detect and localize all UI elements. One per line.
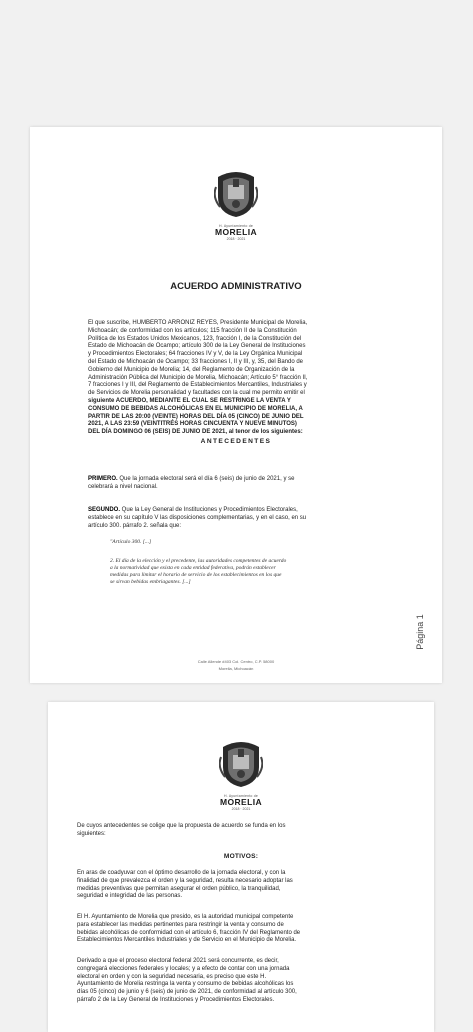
- intro-line: y Procedimientos Electorales; 64 fracciones IV y V, de la Ley Orgánica Municipal: [88, 351, 303, 358]
- primero-text: Que la jornada electoral será el día 6 (seis) de junio de 2021, y se: [117, 476, 295, 482]
- paragraph-line: Derivado a que el proceso electoral federal 2021 será concurrente, es decir,: [77, 958, 279, 964]
- paragraph-line: congregará elecciones federales y locales; y a efecto de contar con una jornada: [77, 965, 290, 972]
- paragraph-line: En aras de coadyuvar con el óptimo desarrollo de la jornada electoral, y con la: [77, 870, 286, 876]
- intro-line: del Estado de Michoacán de Ocampo; 33 fracciones I, II y III, y, 35, del Bando de: [88, 358, 304, 365]
- legal-quote: [110, 558, 392, 586]
- coat-of-arms-icon: [219, 737, 263, 789]
- intro-line: DEL DÍA DOMINGO 06 (SEIS) DE JUNIO DE 2021, al tenor de los siguientes:: [88, 429, 303, 436]
- motivos-heading: MOTIVOS:: [223, 853, 259, 860]
- seal-name: MORELIA: [220, 797, 262, 807]
- quote-line: se sirvan bebidas embriagantes. [...]: [110, 579, 191, 585]
- paragraph-line: De cuyos antecedentes se colige que la propuesta de acuerdo se funda en los: [77, 823, 286, 829]
- municipal-seal: [219, 737, 263, 811]
- paragraph-line: El H. Ayuntamiento de Morelia que presido, es la autoridad municipal competente: [77, 914, 294, 920]
- quote-line: medidas para limitar el horario de servicio de los establecimientos en los que: [110, 572, 282, 578]
- paragraph-line: párrafo 2 de la Ley General de Instituciones y Procedimientos Electorales.: [77, 996, 275, 1003]
- quote-heading: "Artículo 300. [...]: [110, 539, 152, 545]
- segundo-text: establece en su capítulo V las disposiciones complementarias, y en el caso, en su: [88, 514, 307, 521]
- quote-line: 2. El día de la elección y el precedente, las autoridades competentes de acuerdo: [110, 558, 287, 564]
- intro-line: CONSUMO DE BEBIDAS ALCOHÓLICAS EN EL MUNICIPIO DE MORELIA, A: [88, 405, 303, 412]
- antecedentes-heading: ANTECEDENTES: [200, 438, 272, 445]
- motivos-paragraph-2: [77, 914, 393, 945]
- motivos-paragraph-3: [77, 958, 393, 1005]
- primero-label: PRIMERO.: [88, 476, 118, 482]
- intro-line: Administración Pública del Municipio de Morelia, Michoacán; Artículo 5° fracción II,: [88, 374, 308, 381]
- intro-paragraph: [88, 320, 406, 437]
- segundo-paragraph: [88, 507, 406, 530]
- municipal-seal: [214, 167, 258, 241]
- segundo-text: Que la Ley General de Instituciones y Procedimientos Electorales,: [120, 507, 298, 513]
- document-page-2: [48, 702, 434, 1032]
- paragraph-line: días 05 (cinco) de junio y 6 (seis) de junio de 2021, de conformidad al artículo 300,: [77, 989, 297, 996]
- seal-years: 2018 · 2021: [231, 807, 251, 811]
- seal-name: MORELIA: [215, 227, 257, 237]
- segundo-text: artículo 300. párrafo 2. señala que:: [88, 522, 182, 529]
- quote-line: a la normatividad que exista en cada entidad federativa, podrán establecer: [110, 565, 276, 571]
- paragraph-line: medidas preventivas que permitan asegurar el orden público, la tranquilidad,: [77, 885, 281, 892]
- paragraph-line: siguientes:: [77, 830, 106, 837]
- intro-line: siguiente ACUERDO, MEDIANTE EL CUAL SE RESTRINGE LA VENTA Y: [88, 397, 291, 404]
- paragraph-line: bebidas alcohólicas de conformidad con el artículo 6, fracción IV del Reglamento de: [77, 929, 301, 936]
- intro-line: Michoacán; de conformidad con los artículos; 115 fracción II de la Constitución: [88, 327, 297, 334]
- seal-years: 2018 · 2021: [226, 237, 246, 241]
- page-number: Página 1: [414, 614, 425, 650]
- primero-text: celebrará a nivel nacional.: [88, 483, 158, 490]
- intro-line: de Servicios de Morelia personalidad y facultades con la cual me permito emitir el: [88, 390, 305, 397]
- footer-city: Morelia, Michoacán: [218, 666, 254, 671]
- document-title: ACUERDO ADMINISTRATIVO: [170, 281, 302, 292]
- paragraph-line: Establecimientos Mercantiles Industriales y de Servicio en el Municipio de Morelia.: [77, 937, 297, 944]
- coat-of-arms-icon: [214, 167, 258, 219]
- seal-top-text: H. Ayuntamiento de: [223, 794, 259, 798]
- segundo-label: SEGUNDO.: [88, 507, 121, 513]
- primero-paragraph: [88, 476, 406, 492]
- motivos-paragraph-1: [77, 870, 393, 901]
- paragraph-line: para establecer las medidas pertinentes para restringir la venta y consumo de: [77, 921, 284, 928]
- paragraph-line: seguridad e integridad de las personas.: [77, 893, 183, 900]
- intro-line: El que suscribe, HUMBERTO ARRONIZ REYES, Presidente Municipal de Morelia,: [88, 320, 308, 326]
- footer-address: [30, 658, 442, 672]
- seal-top-text: H. Ayuntamiento de: [218, 224, 254, 228]
- document-page-1: [30, 127, 442, 683]
- paragraph-line: Ayuntamiento de Morelia restringa la venta y consumo de bebidas alcohólicas los: [77, 981, 294, 988]
- paragraph-line: finalidad de que prevalezca el orden y la seguridad, resulta necesario adoptar las: [77, 877, 293, 884]
- intro-line: Gobierno del Municipio de Morelia; 14, del Reglamento de Organización de la: [88, 366, 295, 373]
- intro-line: PARTIR DE LAS 20:00 (VEINTE) HORAS DEL DÍA 05 (CINCO) DE JUNIO DEL: [88, 413, 304, 420]
- intro-line: 2021, A LAS 23:59 (VEINTITRÉS HORAS CINCUENTA Y NUEVE MINUTOS): [88, 421, 297, 428]
- intro-line: Estado de Michoacán de Ocampo; artículo 300 de la Ley General de Instituciones: [88, 343, 306, 350]
- paragraph-line: electoral en orden y con la seguridad necesaria, es preciso que este H.: [77, 973, 267, 980]
- footer-address-line: Calle Allende #403 Col. Centro, C.P. 58000: [197, 659, 275, 664]
- intro-line: 7 fracciones I y III, del Reglamento de Establecimientos Mercantiles, Industriales y: [88, 382, 307, 389]
- intro-line: Política de los Estados Unidos Mexicanos, 123, fracción I, de la Constitución del: [88, 335, 302, 342]
- intro-paragraph: [77, 823, 393, 839]
